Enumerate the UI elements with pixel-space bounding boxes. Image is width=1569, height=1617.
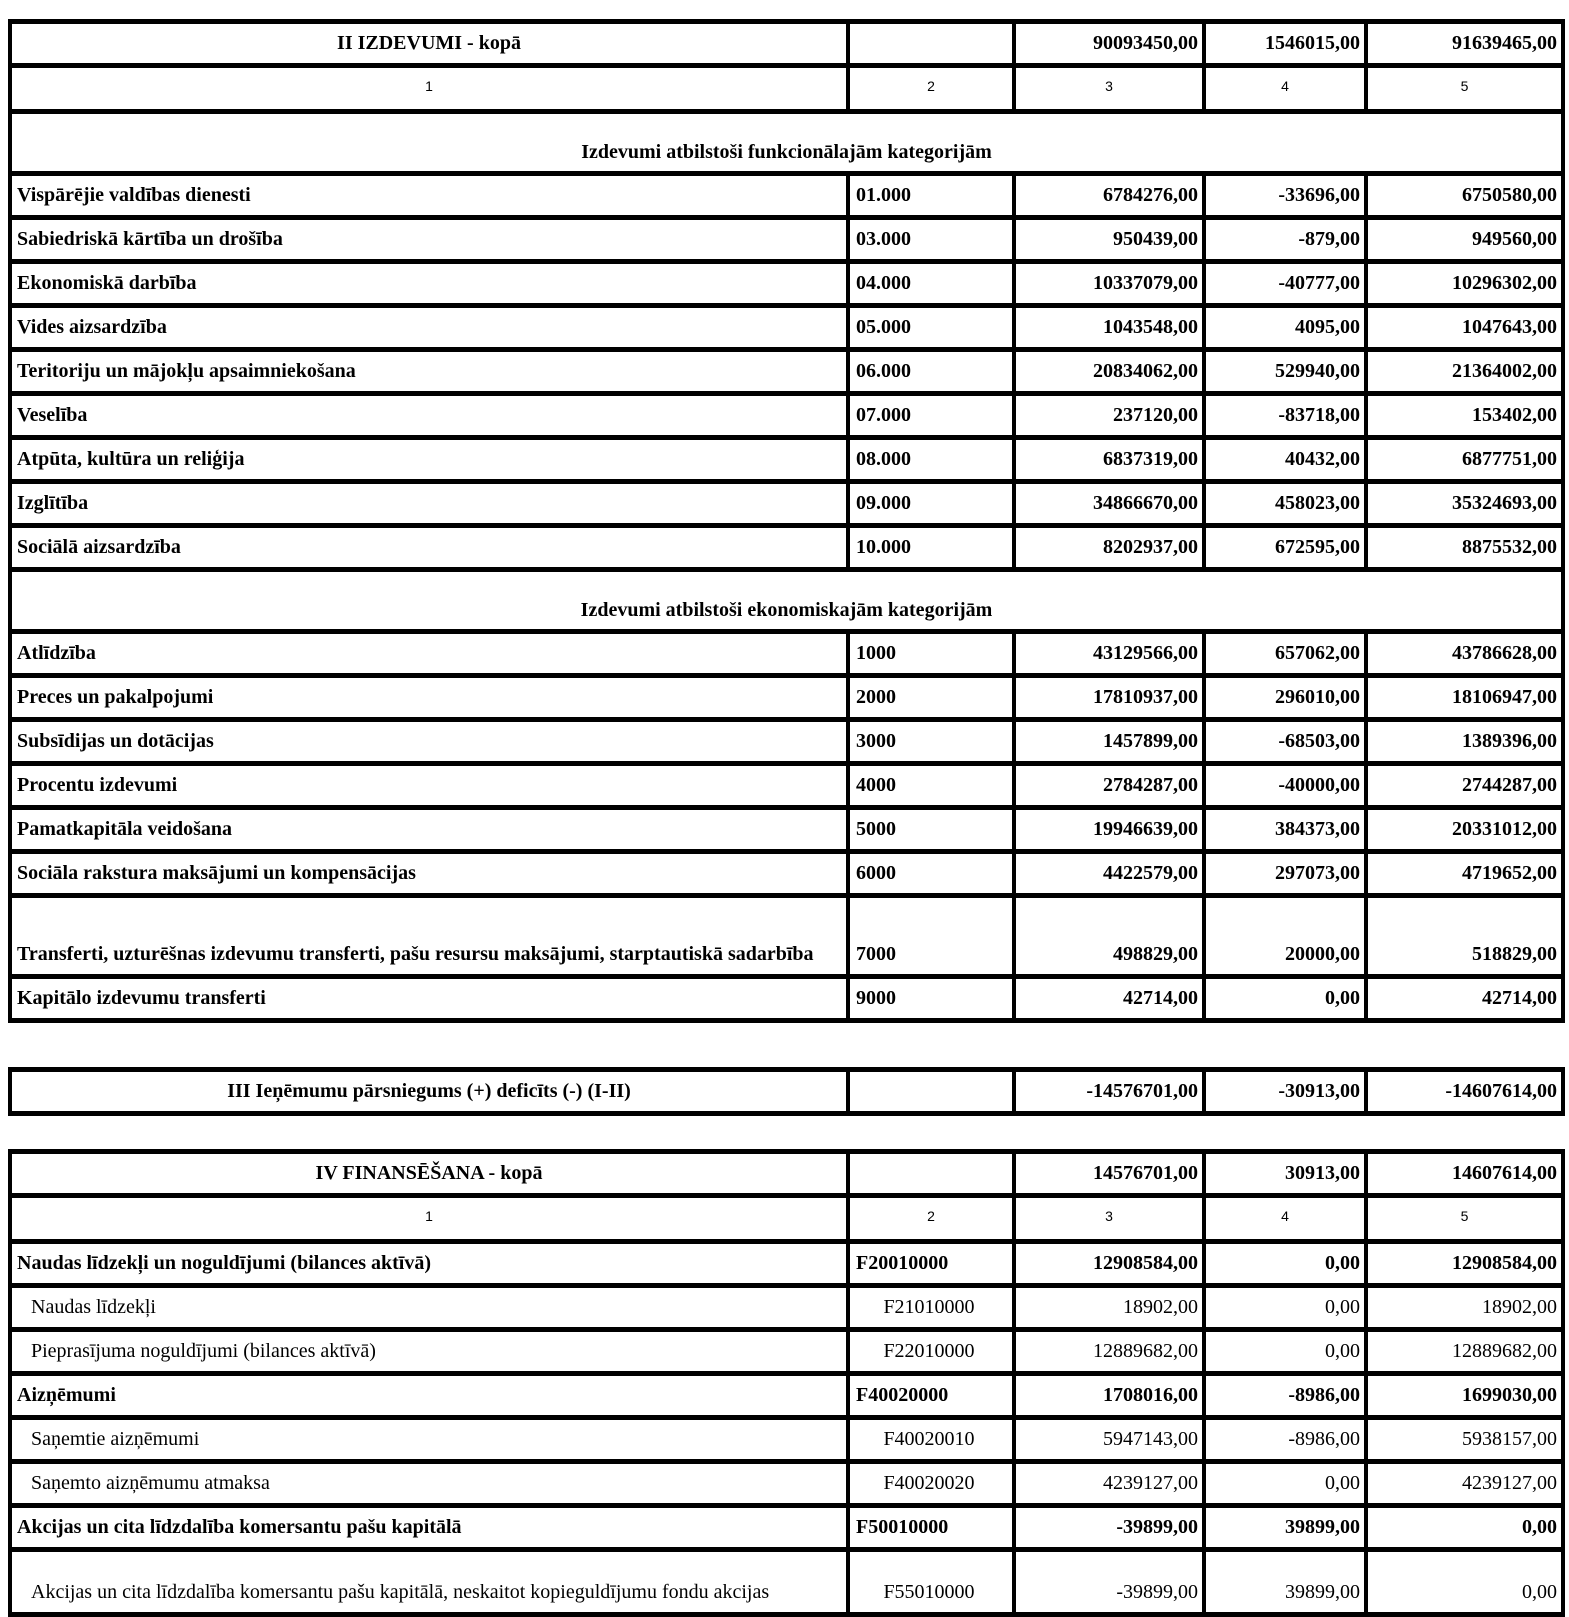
row-amount-3: 12889682,00	[1014, 1330, 1204, 1374]
financing-total-code-cell	[848, 1152, 1014, 1196]
row-amount-3: 34866670,00	[1014, 482, 1204, 526]
row-code: F22010000	[848, 1330, 1014, 1374]
row-amount-5: 8875532,00	[1366, 526, 1563, 570]
row-amount-3: 10337079,00	[1014, 262, 1204, 306]
row-amount-5: 153402,00	[1366, 394, 1563, 438]
row-label: Atpūta, kultūra un reliģija	[10, 438, 848, 482]
row-amount-4: 657062,00	[1204, 632, 1366, 676]
row-amount-3: 12908584,00	[1014, 1242, 1204, 1286]
column-number-2: 2	[848, 66, 1014, 112]
financing-total-row	[10, 1152, 1563, 1196]
table-row	[10, 526, 1563, 570]
row-code: 3000	[848, 720, 1014, 764]
row-amount-3: 950439,00	[1014, 218, 1204, 262]
table-row	[10, 1330, 1563, 1374]
row-label: Teritoriju un mājokļu apsaimniekošana	[10, 350, 848, 394]
row-amount-3: 1043548,00	[1014, 306, 1204, 350]
column-number-5: 5	[1366, 66, 1563, 112]
row-amount-4: 20000,00	[1204, 896, 1366, 977]
financing-table	[8, 1149, 1565, 1617]
row-amount-4: 458023,00	[1204, 482, 1366, 526]
row-code: F20010000	[848, 1242, 1014, 1286]
row-amount-4: 0,00	[1204, 1286, 1366, 1330]
row-amount-5: 0,00	[1366, 1550, 1563, 1615]
row-amount-4: 0,00	[1204, 1330, 1366, 1374]
row-amount-5: 18106947,00	[1366, 676, 1563, 720]
expenses-total-label: II IZDEVUMI - kopā	[10, 22, 848, 66]
row-label: Transferti, uzturēšnas izdevumu transferti, pašu resursu maksājumi, starptautiskā sadarbība	[10, 896, 848, 977]
table-row	[10, 218, 1563, 262]
row-amount-3: 42714,00	[1014, 977, 1204, 1021]
table-row	[10, 1418, 1563, 1462]
row-amount-4: -33696,00	[1204, 174, 1366, 218]
row-amount-3: 6784276,00	[1014, 174, 1204, 218]
column-number-1: 1	[10, 66, 848, 112]
expenses-total-amount-3: 90093450,00	[1014, 22, 1204, 66]
row-amount-4: 529940,00	[1204, 350, 1366, 394]
table-row	[10, 720, 1563, 764]
row-code: F40020020	[848, 1462, 1014, 1506]
row-amount-3: 1708016,00	[1014, 1374, 1204, 1418]
expenses-total-row	[10, 22, 1563, 66]
row-code: 2000	[848, 676, 1014, 720]
table-row	[10, 394, 1563, 438]
column-number-4: 4	[1204, 66, 1366, 112]
table-row	[10, 306, 1563, 350]
row-amount-5: 4719652,00	[1366, 852, 1563, 896]
row-label: Pamatkapitāla veidošana	[10, 808, 848, 852]
row-label: Sabiedriskā kārtība un drošība	[10, 218, 848, 262]
column-number-row	[10, 1196, 1563, 1242]
row-amount-5: 10296302,00	[1366, 262, 1563, 306]
row-code: 01.000	[848, 174, 1014, 218]
economic-section-row	[10, 570, 1563, 632]
row-amount-3: 8202937,00	[1014, 526, 1204, 570]
table-row	[10, 1242, 1563, 1286]
row-code: 10.000	[848, 526, 1014, 570]
row-amount-5: 4239127,00	[1366, 1462, 1563, 1506]
row-amount-3: 4422579,00	[1014, 852, 1204, 896]
row-amount-3: 4239127,00	[1014, 1462, 1204, 1506]
row-amount-3: 18902,00	[1014, 1286, 1204, 1330]
row-label: Izglītība	[10, 482, 848, 526]
row-amount-4: 0,00	[1204, 1462, 1366, 1506]
row-label: Vides aizsardzība	[10, 306, 848, 350]
column-number-3: 3	[1014, 1196, 1204, 1242]
functional-section-row	[10, 112, 1563, 174]
row-label: Subsīdijas un dotācijas	[10, 720, 848, 764]
row-amount-4: -8986,00	[1204, 1418, 1366, 1462]
row-code: 9000	[848, 977, 1014, 1021]
column-number-1: 1	[10, 1196, 848, 1242]
row-code: 5000	[848, 808, 1014, 852]
row-amount-3: 237120,00	[1014, 394, 1204, 438]
row-code: 08.000	[848, 438, 1014, 482]
column-number-3: 3	[1014, 66, 1204, 112]
row-amount-5: 1699030,00	[1366, 1374, 1563, 1418]
table-row	[10, 1550, 1563, 1615]
balance-label: III Ieņēmumu pārsniegums (+) deficīts (-) (I-II)	[10, 1070, 848, 1114]
row-amount-4: 0,00	[1204, 977, 1366, 1021]
row-amount-5: 6750580,00	[1366, 174, 1563, 218]
row-label: Procentu izdevumi	[10, 764, 848, 808]
row-amount-4: -40000,00	[1204, 764, 1366, 808]
table-row	[10, 676, 1563, 720]
table-row	[10, 808, 1563, 852]
expenses-table	[8, 19, 1565, 1023]
row-amount-4: 384373,00	[1204, 808, 1366, 852]
row-amount-3: 5947143,00	[1014, 1418, 1204, 1462]
row-amount-4: -8986,00	[1204, 1374, 1366, 1418]
row-amount-5: 18902,00	[1366, 1286, 1563, 1330]
row-amount-5: 1047643,00	[1366, 306, 1563, 350]
row-amount-5: 1389396,00	[1366, 720, 1563, 764]
row-amount-4: -879,00	[1204, 218, 1366, 262]
balance-row	[10, 1070, 1563, 1114]
row-amount-5: 0,00	[1366, 1506, 1563, 1550]
row-label: Sociāla rakstura maksājumi un kompensācijas	[10, 852, 848, 896]
row-amount-5: 6877751,00	[1366, 438, 1563, 482]
column-number-5: 5	[1366, 1196, 1563, 1242]
row-code: 06.000	[848, 350, 1014, 394]
table-gap	[0, 1116, 1569, 1149]
row-label: Akcijas un cita līdzdalība komersantu pašu kapitālā	[10, 1506, 848, 1550]
row-amount-5: 12908584,00	[1366, 1242, 1563, 1286]
row-amount-3: 19946639,00	[1014, 808, 1204, 852]
row-amount-3: 17810937,00	[1014, 676, 1204, 720]
row-code: F55010000	[848, 1550, 1014, 1615]
row-label: Sociālā aizsardzība	[10, 526, 848, 570]
row-label: Akcijas un cita līdzdalība komersantu pašu kapitālā, neskaitot kopieguldījumu fondu akcijas	[10, 1550, 848, 1615]
table-gap	[0, 1023, 1569, 1067]
row-amount-3: 43129566,00	[1014, 632, 1204, 676]
row-code: 03.000	[848, 218, 1014, 262]
balance-amount-4: -30913,00	[1204, 1070, 1366, 1114]
row-amount-3: -39899,00	[1014, 1506, 1204, 1550]
row-amount-4: -68503,00	[1204, 720, 1366, 764]
row-code: 1000	[848, 632, 1014, 676]
row-amount-3: 498829,00	[1014, 896, 1204, 977]
row-amount-5: 518829,00	[1366, 896, 1563, 977]
balance-amount-5: -14607614,00	[1366, 1070, 1563, 1114]
row-code: 6000	[848, 852, 1014, 896]
column-number-2: 2	[848, 1196, 1014, 1242]
table-row	[10, 852, 1563, 896]
expenses-total-code-cell	[848, 22, 1014, 66]
row-amount-3: 2784287,00	[1014, 764, 1204, 808]
table-row	[10, 977, 1563, 1021]
table-row	[10, 482, 1563, 526]
row-amount-4: -40777,00	[1204, 262, 1366, 306]
table-row	[10, 764, 1563, 808]
column-number-4: 4	[1204, 1196, 1366, 1242]
row-amount-5: 43786628,00	[1366, 632, 1563, 676]
column-number-row	[10, 66, 1563, 112]
row-label: Saņemto aizņēmumu atmaksa	[10, 1462, 848, 1506]
row-code: F21010000	[848, 1286, 1014, 1330]
row-code: F40020010	[848, 1418, 1014, 1462]
row-amount-3: 1457899,00	[1014, 720, 1204, 764]
row-label: Aizņēmumi	[10, 1374, 848, 1418]
row-code: 4000	[848, 764, 1014, 808]
row-amount-4: 39899,00	[1204, 1506, 1366, 1550]
row-amount-3: -39899,00	[1014, 1550, 1204, 1615]
row-label: Saņemtie aizņēmumi	[10, 1418, 848, 1462]
balance-code-cell	[848, 1070, 1014, 1114]
row-amount-5: 20331012,00	[1366, 808, 1563, 852]
row-label: Pieprasījuma noguldījumi (bilances aktīvā)	[10, 1330, 848, 1374]
table-row	[10, 1286, 1563, 1330]
table-row	[10, 896, 1563, 977]
row-amount-4: 296010,00	[1204, 676, 1366, 720]
table-row	[10, 632, 1563, 676]
table-row	[10, 174, 1563, 218]
expenses-total-amount-5: 91639465,00	[1366, 22, 1563, 66]
row-label: Atlīdzība	[10, 632, 848, 676]
row-label: Kapitālo izdevumu transferti	[10, 977, 848, 1021]
row-code: F40020000	[848, 1374, 1014, 1418]
table-row	[10, 1506, 1563, 1550]
row-amount-4: 39899,00	[1204, 1550, 1366, 1615]
table-row	[10, 438, 1563, 482]
row-label: Ekonomiskā darbība	[10, 262, 848, 306]
functional-section-title: Izdevumi atbilstoši funkcionālajām kategorijām	[10, 112, 1563, 174]
row-label: Preces un pakalpojumi	[10, 676, 848, 720]
row-label: Vispārējie valdības dienesti	[10, 174, 848, 218]
row-code: 7000	[848, 896, 1014, 977]
row-amount-5: 2744287,00	[1366, 764, 1563, 808]
row-amount-4: -83718,00	[1204, 394, 1366, 438]
row-amount-4: 0,00	[1204, 1242, 1366, 1286]
financing-total-label: IV FINANSĒŠANA - kopā	[10, 1152, 848, 1196]
expenses-total-amount-4: 1546015,00	[1204, 22, 1366, 66]
row-amount-5: 12889682,00	[1366, 1330, 1563, 1374]
row-amount-4: 40432,00	[1204, 438, 1366, 482]
row-amount-5: 21364002,00	[1366, 350, 1563, 394]
row-label: Veselība	[10, 394, 848, 438]
row-amount-3: 6837319,00	[1014, 438, 1204, 482]
row-code: 07.000	[848, 394, 1014, 438]
economic-section-title: Izdevumi atbilstoši ekonomiskajām kategorijām	[10, 570, 1563, 632]
row-amount-4: 672595,00	[1204, 526, 1366, 570]
row-code: 04.000	[848, 262, 1014, 306]
row-code: 09.000	[848, 482, 1014, 526]
balance-table	[8, 1067, 1565, 1116]
balance-amount-3: -14576701,00	[1014, 1070, 1204, 1114]
row-amount-3: 20834062,00	[1014, 350, 1204, 394]
row-amount-5: 5938157,00	[1366, 1418, 1563, 1462]
financing-total-amount-4: 30913,00	[1204, 1152, 1366, 1196]
row-label: Naudas līdzekļi un noguldījumi (bilances aktīvā)	[10, 1242, 848, 1286]
row-amount-4: 297073,00	[1204, 852, 1366, 896]
row-amount-4: 4095,00	[1204, 306, 1366, 350]
table-row	[10, 262, 1563, 306]
row-amount-5: 42714,00	[1366, 977, 1563, 1021]
row-code: F50010000	[848, 1506, 1014, 1550]
table-row	[10, 350, 1563, 394]
row-label: Naudas līdzekļi	[10, 1286, 848, 1330]
table-row	[10, 1374, 1563, 1418]
financing-total-amount-5: 14607614,00	[1366, 1152, 1563, 1196]
table-row	[10, 1462, 1563, 1506]
row-amount-5: 35324693,00	[1366, 482, 1563, 526]
row-amount-5: 949560,00	[1366, 218, 1563, 262]
financing-total-amount-3: 14576701,00	[1014, 1152, 1204, 1196]
row-code: 05.000	[848, 306, 1014, 350]
